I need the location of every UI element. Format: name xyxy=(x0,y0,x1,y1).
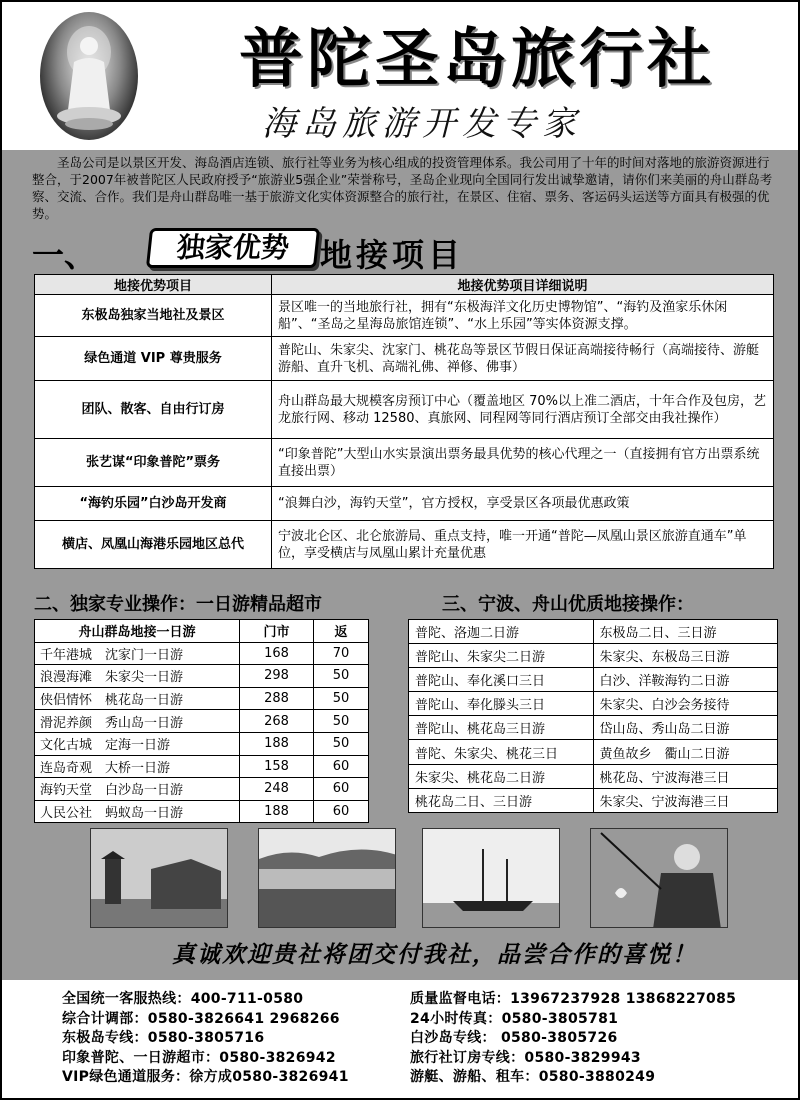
contact-line: 旅行社订房专线：0580-3829943 xyxy=(410,1049,641,1066)
advantage-detail: “印象普陀”大型山水实景演出票务最具优势的核心代理之一（直接拥有官方出票系统直接出票） xyxy=(272,439,774,487)
tour-package-cell: 朱家尖、白沙会务接待 xyxy=(593,692,778,716)
advantage-item: 东极岛独家当地社及景区 xyxy=(35,295,272,337)
advantage-detail: “浪舞白沙，海钓天堂”，官方授权，享受景区各项最优惠政策 xyxy=(272,487,774,521)
local-advantage-table xyxy=(34,274,774,569)
table-row xyxy=(35,337,774,381)
tour-price: 188 xyxy=(240,732,314,755)
tour-price: 188 xyxy=(240,800,314,823)
contact-line: 全国统一客服热线：400-711-0580 xyxy=(62,991,304,1007)
tour-package-cell: 桃花岛、宁波海港三日 xyxy=(593,764,778,788)
table-row xyxy=(35,487,774,521)
table-row xyxy=(409,788,778,812)
tour-package-cell: 白沙、洋鞍海钓二日游 xyxy=(593,668,778,692)
tour-route: 蚂蚁岛一日游 xyxy=(105,806,184,822)
contact-line: VIP绿色通道服务：徐方成0580-3826941 xyxy=(62,1069,349,1085)
section1-number: 一、 xyxy=(32,236,97,274)
advantage-item: “海钓乐园”白沙岛开发商 xyxy=(35,487,272,521)
tour-name: 千年港城 xyxy=(40,647,93,663)
tour-package-cell: 朱家尖、宁波海港三日 xyxy=(593,788,778,812)
table-row xyxy=(35,687,369,710)
table-header-row xyxy=(35,620,369,643)
section3-title: 三、宁波、舟山优质地接操作： xyxy=(442,594,694,615)
contacts-panel xyxy=(2,980,800,1100)
tour-route: 定海一日游 xyxy=(105,738,171,754)
contact-line: 游艇、游船、租车：0580-3880249 xyxy=(410,1069,656,1085)
tour-route: 大桥一日游 xyxy=(105,760,171,776)
advantage-item: 绿色通道 VIP 尊贵服务 xyxy=(35,337,272,381)
tour-package-cell: 岱山岛、秀山岛二日游 xyxy=(593,716,778,740)
temple-photo xyxy=(90,828,228,928)
section1-badge: 独家优势 xyxy=(146,228,320,268)
beach-photo xyxy=(258,828,396,928)
welcome-slogan: 真诚欢迎贵社将团交付我社，品尝合作的喜悦！ xyxy=(172,941,697,968)
tour-price: 168 xyxy=(240,642,314,665)
tour-package-cell: 黄鱼故乡 衢山二日游 xyxy=(593,740,778,764)
tour-rebate: 50 xyxy=(313,665,368,688)
tour-name: 连岛奇观 xyxy=(40,760,93,776)
day-tour-cell xyxy=(35,778,240,801)
table-row xyxy=(35,755,369,778)
tour-route: 朱家尖一日游 xyxy=(105,670,184,686)
table-row xyxy=(35,439,774,487)
contact-line: 印象普陀、一日游超市：0580-3826942 xyxy=(62,1049,336,1066)
column-header: 地接优势项目 xyxy=(35,275,272,295)
table-row xyxy=(409,740,778,764)
table-row xyxy=(35,642,369,665)
table-row xyxy=(409,692,778,716)
tour-package-cell: 朱家尖、东极岛三日游 xyxy=(593,644,778,668)
company-intro: 圣岛公司是以景区开发、海岛酒店连锁、旅行社等业务为核心组成的投资管理体系。我公司用了十年的时间对落地的旅游资源进行整合，于2007年被普陀区人民政府授予“旅游业5强企业”荣誉称号，圣岛企业现向全国同行发出诚挚邀请，请你们来美丽的舟山群岛考察、交流、合作。我们是舟山群岛唯一基于旅游文化实体资源整合的旅行社，在景区、住宿、票务、客运码头运送等方面具有极强的优势。 xyxy=(32,155,773,221)
advantage-detail: 景区唯一的当地旅行社，拥有“东极海洋文化历史博物馆”、“海钓及渔家乐休闲船”、“圣岛之星海岛旅馆连锁”、“水上乐园”等实体资源支撑。 xyxy=(272,295,774,337)
tour-price: 248 xyxy=(240,778,314,801)
guanyin-statue-icon xyxy=(40,12,138,140)
day-tour-cell xyxy=(35,687,240,710)
sailboat-photo xyxy=(422,828,560,928)
column-header: 返 xyxy=(313,620,368,643)
tour-rebate: 60 xyxy=(313,800,368,823)
table-row xyxy=(409,620,778,644)
table-row xyxy=(35,800,369,823)
tour-name: 海钓天堂 xyxy=(40,783,93,799)
tour-package-cell: 普陀山、奉化滕头三日 xyxy=(409,692,594,716)
quality-tour-table xyxy=(408,619,778,813)
advantage-item: 团队、散客、自由行订房 xyxy=(35,381,272,439)
tour-route: 桃花岛一日游 xyxy=(105,693,184,709)
contact-line: 白沙岛专线： 0580-3805726 xyxy=(410,1030,618,1046)
contact-line: 东极岛专线：0580-3805716 xyxy=(62,1030,265,1046)
contacts-left xyxy=(62,990,349,1088)
table-row xyxy=(35,732,369,755)
tour-package-cell: 普陀、洛迦二日游 xyxy=(409,620,594,644)
section1-heading xyxy=(20,228,790,274)
header xyxy=(2,2,800,150)
tour-route: 秀山岛一日游 xyxy=(105,715,184,731)
tour-package-cell: 普陀山、奉化溪口三日 xyxy=(409,668,594,692)
table-row xyxy=(409,644,778,668)
column-header: 舟山群岛地接一日游 xyxy=(35,620,240,643)
advantage-item: 张艺谋“印象普陀”票务 xyxy=(35,439,272,487)
table-row xyxy=(35,381,774,439)
advantage-detail: 宁波北仑区、北仑旅游局、重点支持，唯一开通“普陀—凤凰山景区旅游直通车”单位，享受横店与凤凰山累计充量优惠 xyxy=(272,521,774,569)
table-row xyxy=(409,764,778,788)
column-header: 门市 xyxy=(240,620,314,643)
tour-package-cell: 普陀山、朱家尖二日游 xyxy=(409,644,594,668)
day-tour-cell xyxy=(35,642,240,665)
day-tour-cell xyxy=(35,732,240,755)
section1-subtitle: 地接项目 xyxy=(320,236,465,274)
contact-line: 24小时传真：0580-3805781 xyxy=(410,1010,619,1027)
table-row xyxy=(409,668,778,692)
advantage-detail: 舟山群岛最大规模客房预订中心（覆盖地区 70%以上准二酒店，十年合作及包房，艺龙旅行网、移动 12580、真旅网、同程网等同行酒店预订全部交由我社操作） xyxy=(272,381,774,439)
tour-name: 人民公社 xyxy=(40,806,93,822)
company-title: 普陀圣岛旅行社 xyxy=(239,22,715,97)
table-header-row xyxy=(35,275,774,295)
tour-route: 沈家门一日游 xyxy=(105,647,184,663)
table-row xyxy=(35,710,369,733)
section2-title: 二、独家专业操作：一日游精品超市 xyxy=(34,594,322,615)
tour-name: 文化古城 xyxy=(40,738,93,754)
tour-rebate: 60 xyxy=(313,755,368,778)
tour-rebate: 60 xyxy=(313,778,368,801)
day-tour-cell xyxy=(35,800,240,823)
advantage-detail: 普陀山、朱家尖、沈家门、桃花岛等景区节假日保证高端接待畅行（高端接待、游艇游船、直升飞机、高端礼佛、禅修、佛事） xyxy=(272,337,774,381)
fishing-photo xyxy=(590,828,728,928)
tour-package-cell: 普陀、朱家尖、桃花三日 xyxy=(409,740,594,764)
advantage-item: 横店、凤凰山海港乐园地区总代 xyxy=(35,521,272,569)
table-row xyxy=(409,716,778,740)
tour-package-cell: 普陀山、桃花岛三日游 xyxy=(409,716,594,740)
tour-price: 298 xyxy=(240,665,314,688)
contacts-right xyxy=(410,990,736,1088)
slogan: 海岛旅游开发专家 xyxy=(262,104,582,144)
tour-name: 浪漫海滩 xyxy=(40,670,93,686)
day-tour-table xyxy=(34,619,369,823)
day-tour-cell xyxy=(35,755,240,778)
contact-line: 综合计调部：0580-3826641 2968266 xyxy=(62,1010,340,1027)
tour-price: 268 xyxy=(240,710,314,733)
tour-name: 侠侣情怀 xyxy=(40,693,93,709)
contact-line: 质量监督电话：13967237928 13868227085 xyxy=(410,991,737,1007)
tour-price: 158 xyxy=(240,755,314,778)
tour-rebate: 50 xyxy=(313,687,368,710)
tour-rebate: 70 xyxy=(313,642,368,665)
tour-rebate: 50 xyxy=(313,732,368,755)
day-tour-cell xyxy=(35,710,240,733)
tour-package-cell: 桃花岛二日、三日游 xyxy=(409,788,594,812)
tour-rebate: 50 xyxy=(313,710,368,733)
tour-package-cell: 东极岛二日、三日游 xyxy=(593,620,778,644)
photo-strip xyxy=(90,828,730,928)
tour-route: 白沙岛一日游 xyxy=(105,783,184,799)
day-tour-cell xyxy=(35,665,240,688)
table-row xyxy=(35,521,774,569)
tour-package-cell: 朱家尖、桃花岛二日游 xyxy=(409,764,594,788)
table-row xyxy=(35,295,774,337)
table-row xyxy=(35,665,369,688)
table-row xyxy=(35,778,369,801)
tour-price: 288 xyxy=(240,687,314,710)
column-header: 地接优势项目详细说明 xyxy=(272,275,774,295)
tour-name: 滑泥养颜 xyxy=(40,715,93,731)
